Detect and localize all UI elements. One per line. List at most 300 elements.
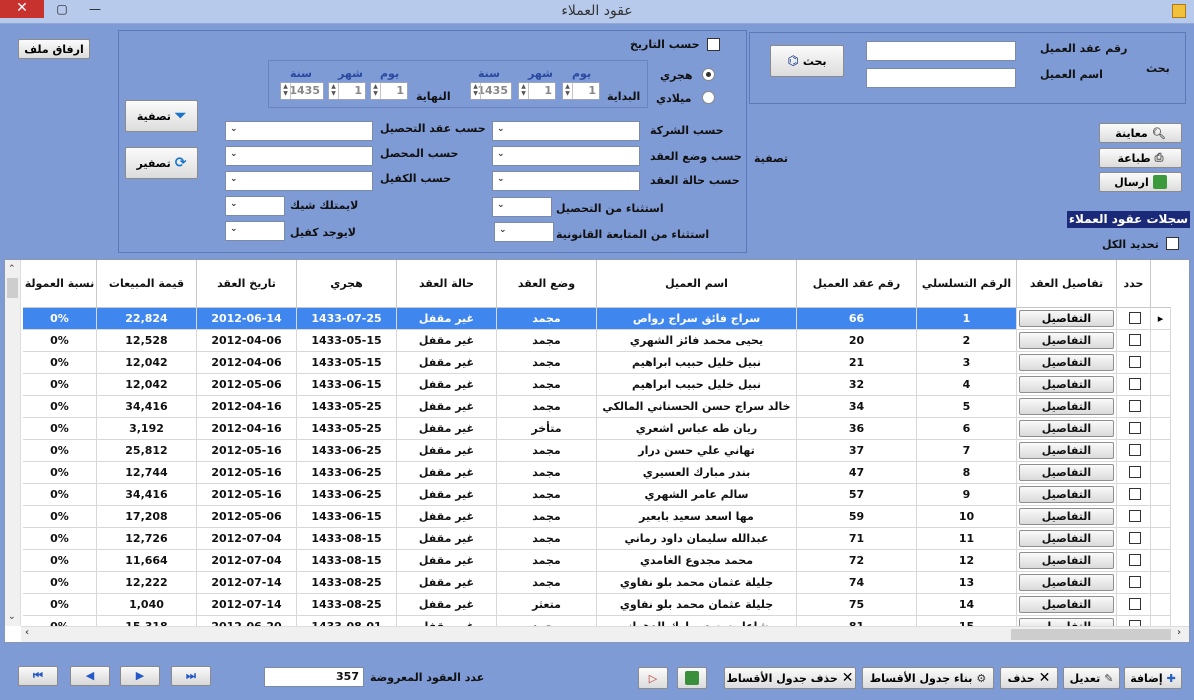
cell-hijri: 1433-06-25 (297, 440, 397, 462)
cell-select (1117, 594, 1151, 616)
table-row[interactable] (5, 528, 1171, 550)
row-header-col (1151, 260, 1171, 308)
spinner-arrows-icon: ▲ ▼ (371, 83, 381, 99)
cell-hijri: 1433-05-15 (297, 330, 397, 352)
cell-mode: مجمد (497, 462, 597, 484)
row-header[interactable] (1151, 330, 1171, 352)
cell-sales: 34,416 (97, 396, 197, 418)
exclude-collection-label: استثناء من التحصيل (556, 202, 664, 215)
header-sales: قيمة المبيعات (97, 260, 197, 308)
chevron-down-icon: ⌄ (497, 200, 505, 210)
cell-serial: 10 (917, 506, 1017, 528)
table-row[interactable] (5, 550, 1171, 572)
cell-date: 2012-05-16 (197, 440, 297, 462)
header-contract-no: رقم عقد العميل (797, 260, 917, 308)
header-date: تاريخ العقد (197, 260, 297, 308)
spinner-arrows-icon: ▲ ▼ (281, 83, 291, 99)
scroll-thumb[interactable] (7, 278, 18, 298)
by-contract-mode-label: حسب وضع العقد (650, 150, 742, 163)
cell-sales: 1,040 (97, 594, 197, 616)
cell-status: غير مقفل (397, 462, 497, 484)
cell-hijri: 1433-06-25 (297, 462, 397, 484)
no-guarantor-label: لايوجد كفيل (290, 226, 356, 239)
cell-date: 2012-04-06 (197, 330, 297, 352)
table-row[interactable] (5, 440, 1171, 462)
build-schedule-label: بناء جدول الأقساط (869, 671, 973, 685)
cell-sales: 12,042 (97, 352, 197, 374)
cell-status: غير مقفل (397, 418, 497, 440)
by-collector-select[interactable] (225, 146, 373, 166)
cell-contract: 34 (797, 396, 917, 418)
reset-button[interactable] (125, 147, 198, 179)
start-month-label: شهر (528, 67, 553, 80)
minimize-button[interactable]: — (89, 2, 101, 16)
details-button[interactable]: التفاصيل (1019, 354, 1114, 371)
cell-serial: 7 (917, 440, 1017, 462)
by-collection-contract-select[interactable] (225, 121, 373, 141)
play-icon: ▷ (648, 671, 658, 685)
cell-serial: 14 (917, 594, 1017, 616)
cell-serial: 11 (917, 528, 1017, 550)
end-day-value: 1 (396, 84, 404, 97)
cell-details (1017, 396, 1117, 418)
no-cheque-select[interactable] (225, 196, 285, 216)
cell-client: جليلة عثمان محمد بلو نفاوي (597, 594, 797, 616)
row-header[interactable] (1151, 506, 1171, 528)
details-button[interactable]: التفاصيل (1019, 508, 1114, 525)
cell-serial: 9 (917, 484, 1017, 506)
by-contract-status-select[interactable] (492, 171, 640, 191)
cell-serial: 3 (917, 352, 1017, 374)
cell-status: غير مقفل (397, 506, 497, 528)
chevron-down-icon: ⌄ (230, 199, 238, 209)
scroll-up-icon[interactable]: ⌃ (8, 264, 16, 274)
hijri-label: هجري (660, 69, 693, 82)
client-name-label: اسم العميل (1040, 68, 1103, 81)
header-select: حدد (1117, 260, 1151, 308)
row-header[interactable] (1151, 374, 1171, 396)
print-label: طباعة (1117, 151, 1151, 165)
horizontal-scrollbar[interactable] (21, 626, 1189, 642)
row-header[interactable] (1151, 352, 1171, 374)
cell-mode: مجمد (497, 396, 597, 418)
contract-no-label: رقم عقد العميل (1040, 42, 1128, 55)
table-row[interactable] (5, 594, 1171, 616)
cell-sales: 12,222 (97, 572, 197, 594)
table-row[interactable] (5, 572, 1171, 594)
cell-contract: 72 (797, 550, 917, 572)
cell-client: تهاني علي حسن درار (597, 440, 797, 462)
spinner-arrows-icon: ▲ ▼ (471, 83, 481, 99)
cell-client: بندر مبارك العسيري (597, 462, 797, 484)
row-header[interactable] (1151, 418, 1171, 440)
table-row[interactable] (5, 396, 1171, 418)
cell-comm: 0% (23, 484, 97, 506)
row-checkbox[interactable] (1129, 444, 1141, 456)
cell-status: غير مقفل (397, 330, 497, 352)
cell-sales: 11,664 (97, 550, 197, 572)
exclude-legal-select[interactable] (494, 222, 554, 242)
start-day-spinner[interactable] (562, 82, 600, 100)
cell-details (1017, 330, 1117, 352)
gregorian-label: ميلادي (656, 92, 692, 105)
cell-serial: 13 (917, 572, 1017, 594)
select-all-checkbox[interactable] (1166, 237, 1179, 250)
row-checkbox[interactable] (1129, 598, 1141, 610)
row-checkbox[interactable] (1129, 554, 1141, 566)
first-record-button[interactable] (18, 666, 58, 686)
cell-comm: 0% (23, 352, 97, 374)
cell-details (1017, 462, 1117, 484)
by-date-label: حسب التاريخ (630, 38, 700, 51)
chevron-down-icon: ⌄ (497, 124, 505, 134)
cell-date: 2012-04-16 (197, 418, 297, 440)
reset-button-label: تصفير (136, 156, 171, 170)
table-row[interactable] (5, 506, 1171, 528)
start-year-value: 1435 (477, 84, 508, 97)
cell-details (1017, 550, 1117, 572)
row-checkbox[interactable] (1129, 356, 1141, 368)
header-status: حالة العقد (397, 260, 497, 308)
details-button[interactable]: التفاصيل (1019, 442, 1114, 459)
cell-mode: مجمد (497, 352, 597, 374)
chevron-down-icon: ⌄ (497, 174, 505, 184)
cell-sales: 12,528 (97, 330, 197, 352)
preview-label: معاينة (1115, 126, 1148, 140)
refresh-icon: ⟳ (174, 155, 187, 171)
cell-comm: 0% (23, 308, 97, 330)
cell-status: غير مقفل (397, 572, 497, 594)
add-button[interactable] (1124, 667, 1182, 689)
delete-schedule-label: حذف جدول الأقساط (726, 671, 838, 685)
details-button[interactable]: التفاصيل (1019, 596, 1114, 613)
cell-client: ريان طه عباس اشعري (597, 418, 797, 440)
contract-no-input[interactable] (866, 41, 1016, 61)
cell-status: غير مقفل (397, 528, 497, 550)
magnifier-page-icon: 🔍︎ (1151, 126, 1166, 140)
cell-date: 2012-05-16 (197, 484, 297, 506)
cell-client: نبيل خليل حبيب ابراهيم (597, 352, 797, 374)
row-header[interactable] (1151, 308, 1171, 330)
row-checkbox[interactable] (1129, 466, 1141, 478)
chevron-down-icon: ⌄ (230, 149, 238, 159)
video-button[interactable] (638, 667, 668, 689)
no-guarantor-select[interactable] (225, 221, 285, 241)
end-day-spinner[interactable] (370, 82, 408, 100)
spinner-arrows-icon: ▲ ▼ (519, 83, 529, 99)
cell-comm: 0% (23, 462, 97, 484)
cell-mode: مجمد (497, 330, 597, 352)
end-month-value: 1 (354, 84, 362, 97)
cell-details (1017, 572, 1117, 594)
prev-record-button[interactable] (70, 666, 110, 686)
header-hijri: هجري (297, 260, 397, 308)
cell-select (1117, 572, 1151, 594)
cell-contract: 71 (797, 528, 917, 550)
row-checkbox[interactable] (1129, 378, 1141, 390)
print-button[interactable] (1099, 148, 1182, 168)
close-button[interactable]: ✕ (0, 0, 44, 18)
cell-comm: 0% (23, 330, 97, 352)
x-icon: ✕ (841, 670, 854, 686)
row-header[interactable] (1151, 440, 1171, 462)
details-button[interactable]: التفاصيل (1019, 376, 1114, 393)
cell-select (1117, 528, 1151, 550)
cell-mode: مجمد (497, 374, 597, 396)
row-header[interactable] (1151, 484, 1171, 506)
window-title: عقود العملاء (561, 3, 633, 19)
maximize-button[interactable]: ▢ (56, 2, 68, 16)
details-button[interactable]: التفاصيل (1019, 420, 1114, 437)
cell-details (1017, 506, 1117, 528)
row-checkbox[interactable] (1129, 334, 1141, 346)
cell-select (1117, 462, 1151, 484)
cell-details (1017, 528, 1117, 550)
row-header[interactable] (1151, 462, 1171, 484)
records-title: سجلات عقود العملاء (1068, 212, 1189, 226)
chevron-down-icon: ⌄ (230, 124, 238, 134)
send-icon (1153, 175, 1167, 189)
cell-client: محمد مجدوع الغامدي (597, 550, 797, 572)
cell-sales: 34,416 (97, 484, 197, 506)
cell-select (1117, 550, 1151, 572)
filter-side-label: تصفية (754, 152, 789, 165)
table-row[interactable] (5, 418, 1171, 440)
end-day-label: يوم (380, 67, 400, 80)
by-contract-mode-select[interactable] (492, 146, 640, 166)
cell-hijri: 1433-08-25 (297, 594, 397, 616)
search-group-label: بحث (1146, 62, 1170, 75)
by-collector-label: حسب المحصل (380, 147, 459, 160)
cell-comm: 0% (23, 594, 97, 616)
table-row[interactable] (5, 352, 1171, 374)
table-row[interactable] (5, 330, 1171, 352)
attach-file-button[interactable]: ارفاق ملف (18, 39, 90, 59)
gregorian-radio[interactable] (702, 91, 715, 104)
scroll-right-icon[interactable]: › (1177, 627, 1182, 638)
row-checkbox[interactable] (1129, 532, 1141, 544)
cell-status: غير مقفل (397, 550, 497, 572)
cell-mode: مجمد (497, 528, 597, 550)
cell-comm: 0% (23, 374, 97, 396)
cell-date: 2012-05-06 (197, 374, 297, 396)
cell-details (1017, 594, 1117, 616)
cell-contract: 21 (797, 352, 917, 374)
cell-hijri: 1433-08-15 (297, 528, 397, 550)
send-label: ارسال (1114, 175, 1149, 189)
next-icon: ▶ (135, 669, 145, 682)
first-icon: ⏮ (33, 669, 43, 682)
cell-contract: 74 (797, 572, 917, 594)
start-day-label: يوم (572, 67, 592, 80)
count-field: 357 (264, 667, 364, 687)
header-client: اسم العميل (597, 260, 797, 308)
cell-status: غير مقفل (397, 308, 497, 330)
cell-select (1117, 352, 1151, 374)
cell-client: خالد سراج حسن الحسناني المالكي (597, 396, 797, 418)
details-button[interactable]: التفاصيل (1019, 464, 1114, 481)
cell-date: 2012-04-06 (197, 352, 297, 374)
details-button[interactable]: التفاصيل (1019, 530, 1114, 547)
funnel-icon: ⏷ (174, 108, 187, 124)
binoculars-icon: ⌬ (787, 53, 799, 69)
by-date-checkbox[interactable] (707, 38, 720, 51)
cell-contract: 75 (797, 594, 917, 616)
header-commission: نسبة العمولة (23, 260, 97, 308)
chevron-down-icon: ⌄ (497, 149, 505, 159)
cell-sales: 22,824 (97, 308, 197, 330)
cell-client: مها اسعد سعيد بابعير (597, 506, 797, 528)
delete-button[interactable] (1000, 667, 1058, 689)
table-row[interactable] (5, 374, 1171, 396)
send-button[interactable] (1099, 172, 1182, 192)
by-contract-status-label: حسب حالة العقد (650, 174, 740, 187)
pencil-icon: ✎ (1104, 671, 1114, 685)
start-year-label: سنة (478, 67, 500, 80)
cell-hijri: 1433-07-25 (297, 308, 397, 330)
row-checkbox[interactable] (1129, 400, 1141, 412)
select-all-label: تحديد الكل (1102, 238, 1159, 251)
cell-details (1017, 308, 1117, 330)
row-header[interactable] (1151, 550, 1171, 572)
cell-hijri: 1433-08-15 (297, 550, 397, 572)
cell-date: 2012-07-04 (197, 528, 297, 550)
start-day-value: 1 (588, 84, 596, 97)
cell-sales: 12,042 (97, 374, 197, 396)
title-bar (0, 0, 1194, 24)
cell-comm: 0% (23, 550, 97, 572)
by-guarantor-select[interactable] (225, 171, 373, 191)
table-row[interactable] (5, 462, 1171, 484)
cell-serial: 5 (917, 396, 1017, 418)
cell-sales: 12,726 (97, 528, 197, 550)
cell-client: عبدالله سليمان داود رماني (597, 528, 797, 550)
app-icon (1172, 4, 1186, 18)
end-label: النهاية (416, 90, 451, 103)
cell-status: غير مقفل (397, 374, 497, 396)
cell-date: 2012-05-06 (197, 506, 297, 528)
hijri-radio[interactable] (702, 68, 715, 81)
delete-label: حذف (1007, 671, 1035, 685)
printer-icon: ⎙ (1154, 151, 1164, 164)
add-label: إضافة (1130, 671, 1163, 685)
filter-button-label: تصفية (136, 109, 171, 123)
vertical-scrollbar[interactable] (5, 260, 21, 626)
row-header[interactable] (1151, 528, 1171, 550)
start-month-spinner[interactable] (518, 82, 556, 100)
cell-date: 2012-07-04 (197, 550, 297, 572)
table-row[interactable] (5, 308, 1171, 330)
edit-button[interactable] (1063, 667, 1120, 689)
cell-client: يحيى محمد فائز الشهري (597, 330, 797, 352)
client-name-input[interactable] (866, 68, 1016, 88)
cell-status: غير مقفل (397, 594, 497, 616)
cell-comm: 0% (23, 396, 97, 418)
cell-mode: متعثر (497, 594, 597, 616)
cell-sales: 3,192 (97, 418, 197, 440)
last-icon: ⏭ (186, 669, 196, 682)
cell-mode: مجمد (497, 506, 597, 528)
cell-mode: مجمد (497, 440, 597, 462)
cell-contract: 32 (797, 374, 917, 396)
row-checkbox[interactable] (1129, 312, 1141, 324)
prev-icon: ◀ (85, 669, 95, 682)
cell-status: غير مقفل (397, 440, 497, 462)
gears-icon: ⚙ (976, 671, 987, 685)
end-month-spinner[interactable] (328, 82, 366, 100)
row-checkbox[interactable] (1129, 510, 1141, 522)
details-button[interactable]: التفاصيل (1019, 486, 1114, 503)
row-checkbox[interactable] (1129, 422, 1141, 434)
cell-mode: مجمد (497, 308, 597, 330)
cell-comm: 0% (23, 506, 97, 528)
scroll-left-icon[interactable]: ‹ (25, 627, 30, 638)
cell-hijri: 1433-08-25 (297, 572, 397, 594)
cell-select (1117, 374, 1151, 396)
header-mode: وضع العقد (497, 260, 597, 308)
cell-sales: 12,744 (97, 462, 197, 484)
row-checkbox[interactable] (1129, 576, 1141, 588)
count-label: عدد العقود المعروضة (370, 671, 485, 684)
next-record-button[interactable] (120, 666, 160, 686)
end-year-spinner[interactable] (280, 82, 324, 100)
spinner-arrows-icon: ▲ ▼ (563, 83, 573, 99)
by-company-select[interactable] (492, 121, 640, 141)
cell-status: غير مقفل (397, 484, 497, 506)
excel-button[interactable] (677, 667, 707, 689)
cell-mode: مجمد (497, 484, 597, 506)
end-year-label: سنة (290, 67, 312, 80)
cell-date: 2012-07-14 (197, 572, 297, 594)
cell-details (1017, 440, 1117, 462)
details-button[interactable]: التفاصيل (1019, 574, 1114, 591)
cell-hijri: 1433-06-25 (297, 484, 397, 506)
filter-button[interactable] (125, 100, 198, 132)
current-row-arrow-icon: ▸ (1157, 312, 1164, 325)
details-button[interactable]: التفاصيل (1019, 310, 1114, 327)
row-header[interactable] (1151, 572, 1171, 594)
cell-mode: متأخر (497, 418, 597, 440)
cell-details (1017, 484, 1117, 506)
details-button[interactable]: التفاصيل (1019, 552, 1114, 569)
preview-button[interactable] (1099, 123, 1182, 143)
start-month-value: 1 (544, 84, 552, 97)
search-button[interactable] (770, 45, 844, 77)
row-checkbox[interactable] (1129, 488, 1141, 500)
cell-details (1017, 418, 1117, 440)
cell-serial: 8 (917, 462, 1017, 484)
details-button[interactable]: التفاصيل (1019, 398, 1114, 415)
cell-sales: 17,208 (97, 506, 197, 528)
chevron-down-icon: ⌄ (499, 225, 507, 235)
row-header[interactable] (1151, 594, 1171, 616)
cell-contract: 36 (797, 418, 917, 440)
cell-status: غير مقفل (397, 352, 497, 374)
exclude-collection-select[interactable] (492, 197, 552, 217)
row-header[interactable] (1151, 396, 1171, 418)
start-year-spinner[interactable] (470, 82, 512, 100)
cell-mode: مجمد (497, 550, 597, 572)
delete-schedule-button[interactable] (724, 667, 856, 689)
build-schedule-button[interactable] (862, 667, 994, 689)
table-row[interactable] (5, 484, 1171, 506)
h-scroll-thumb[interactable] (1011, 629, 1171, 640)
cell-date: 2012-06-14 (197, 308, 297, 330)
last-record-button[interactable] (171, 666, 211, 686)
details-button[interactable]: التفاصيل (1019, 332, 1114, 349)
scroll-down-icon[interactable]: ⌄ (8, 612, 16, 622)
exclude-legal-label: استثناء من المتابعة القانونية (556, 228, 710, 241)
